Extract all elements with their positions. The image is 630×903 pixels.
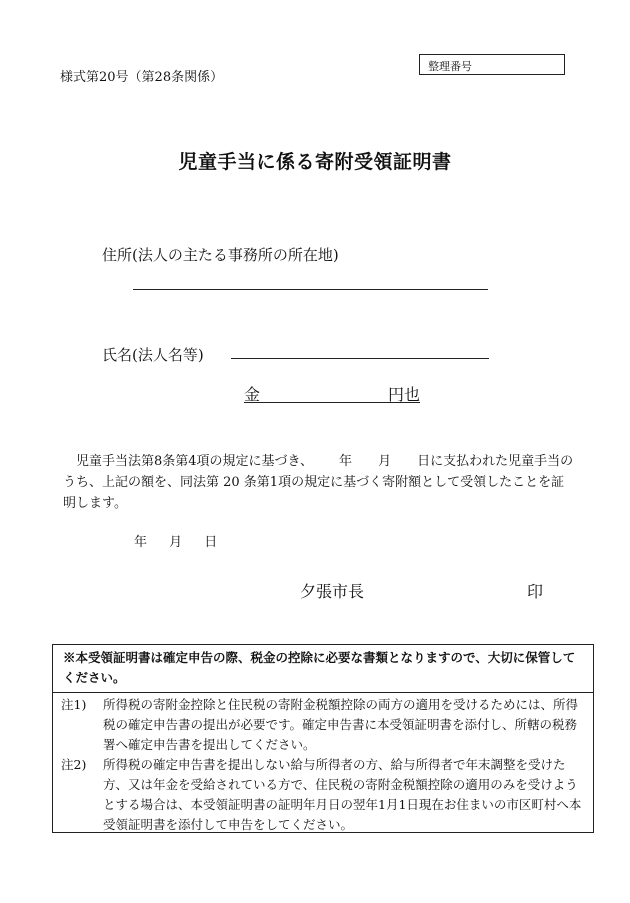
issue-date: 年 月 日 <box>134 535 218 550</box>
amount-suffix: 円也 <box>387 385 420 404</box>
address-label: 住所(法人の主たる事務所の所在地) <box>102 246 339 264</box>
issuer-mayor: 夕張市長 <box>300 582 365 601</box>
note-text: 所得税の確定申告書を提出しない給与所得者の方、給与所得者で年末調整を受けた方、又は年金を受給されている方で、住民税の寄附金税額控除の適用のみを受けようとする場合は、本受領証明書の証明年月日の翌年1月1日現在お住まいの市区町村へ本受領証明書を添付して申告をしてください。 <box>103 757 582 832</box>
year-unit: 年 <box>339 454 353 469</box>
amount-prefix: 金 <box>244 385 261 404</box>
name-field-line <box>231 358 489 359</box>
document-title: 児童手当に係る寄附受領証明書 <box>178 151 452 173</box>
note-item <box>53 755 593 835</box>
reference-number-box <box>419 54 565 75</box>
certification-text-part2: 日に支払われた児童手当のうち、上記の額を、同法第 20 条第1項の規定に基づく寄附額として受領したことを証明します。 <box>63 454 574 511</box>
note-text: 所得税の寄附金控除と住民税の寄附金税額控除の両方の適用を受けるためには、所得税の確定申告書の提出が必要です。確定申告書に本受領証明書を添付し、所轄の税務署へ確定申告書を提出してください。 <box>103 697 579 752</box>
notes-box <box>52 644 594 833</box>
note-item <box>53 695 593 755</box>
seal-mark: 印 <box>527 582 544 601</box>
amount-field <box>244 382 420 403</box>
name-label: 氏名(法人名等) <box>102 346 204 364</box>
address-field-line <box>133 289 488 290</box>
note-label: 注2) <box>61 757 87 772</box>
note-label: 注1) <box>61 697 87 712</box>
month-unit: 月 <box>378 454 392 469</box>
storage-notice: ※本受領証明書は確定申告の際、税金の控除に必要な書類となりますので、大切に保管してください。 <box>53 645 593 693</box>
certification-text-part1: 児童手当法第8条第4項の規定に基づき、 <box>76 454 314 469</box>
reference-number-label: 整理番号 <box>428 60 472 73</box>
form-number: 様式第20号（第28条関係） <box>60 70 224 85</box>
certification-text <box>63 451 576 514</box>
